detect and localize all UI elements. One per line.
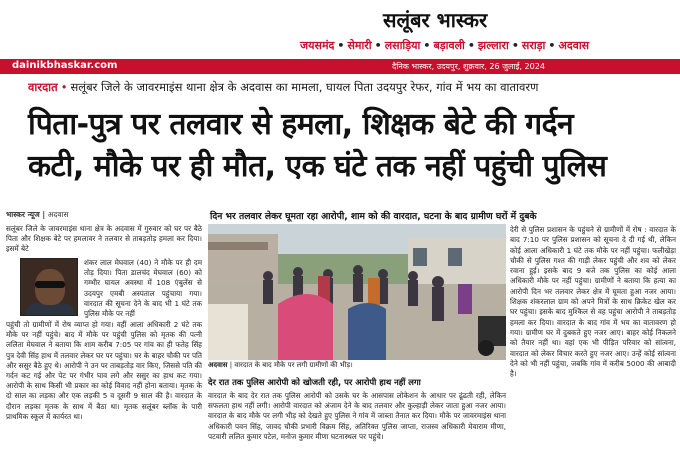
kicker-text: सलूंबर जिले के जावरमाइंस थाना क्षेत्र के अदवास का मामला, घायल पिता उदयपुर रेफर, गांव में भय का वातावरण	[70, 80, 539, 94]
left-column	[6, 210, 202, 458]
byline: भास्कर न्यूज | अदवास	[6, 210, 69, 219]
headline-line: पिता-पुत्र पर तलवार से हमला, शिक्षक बेटे की गर्दन	[28, 107, 574, 142]
kicker-tag: वारदात	[28, 80, 58, 94]
edition-dateline: दैनिक भास्कर, उदयपुर, शुक्रवार, 26 जुलाई, 2024	[392, 62, 545, 71]
city-list: जयसमंद • सेमारी • लसाड़िया • बड़ावली • झल्लारा • सराड़ा • अदवास	[300, 39, 590, 52]
bullet-icon: •	[60, 80, 68, 94]
right-column	[510, 225, 676, 379]
city-name: लसाड़िया	[384, 39, 421, 52]
section-subhead: देर रात तक पुलिस आरोपी को खोजती रही, पर आरोपी हाथ नहीं लगा	[208, 377, 421, 387]
caption-text: वारदात के बाद मौके पर लगी ग्रामीणों की भीड़।	[234, 361, 353, 369]
bottom-column	[208, 391, 506, 442]
article-subhead: दिन भर तलवार लेकर घूमता रहा आरोपी, शाम को की वारदात, घटना के बाद ग्रामीण घरों में दुबके	[210, 211, 537, 222]
caption-location: अदवास	[208, 361, 228, 369]
byline-location: अदवास	[47, 210, 69, 219]
kicker-line	[28, 80, 668, 98]
main-headline	[28, 104, 668, 188]
city-name: बड़ावली	[433, 39, 465, 52]
masthead	[0, 0, 680, 58]
article-paragraph: सलूंबर जिले के जावरमाइंस थाना क्षेत्र के अदवास में गुरुवार को घर पर बैठे पिता और शिक्षक बेटे पर हमलावर ने तलवार से ताबड़तोड़ हमला कर दिया। इसमें बेटे	[6, 224, 202, 254]
website-link[interactable]: dainikbhaskar.com	[12, 60, 118, 71]
city-name: जयसमंद	[300, 39, 335, 52]
byline-name: भास्कर न्यूज	[6, 210, 40, 219]
photo-caption: अदवास | वारदात के बाद मौके पर लगी ग्रामीणों की भीड़।	[208, 361, 353, 369]
victim-portrait	[20, 258, 78, 316]
crowd-photo	[208, 224, 506, 360]
headline-line: कटी, मौके पर ही मौत, एक घंटे तक नहीं पहुंची पुलिस	[28, 149, 607, 184]
city-name: सराड़ा	[521, 39, 546, 52]
newspaper-title: सलूंबर भास्कर	[383, 8, 488, 32]
city-name: सेमारी	[347, 39, 372, 52]
article-paragraph: पहुंची तो ग्रामीणों में रोष व्याप्त हो गया। वहीं आला अधिकारी 2 घंटे तक मौके पर नहीं पहुंचे। बाद में मौके पर पहुंची पुलिस को मृतक की पत्नी ललिता मेघवाल ने बताया कि शाम करीब 7:05 पर गांव का ही फतेह सिंह पुत्र देवी सिंह हाथ में तलवार लेकर घर पर पहुंचा। घर के बाहर चौकी पर पति और ससुर बैठे हुए थे। आरोपी ने उन पर ताबड़तोड़ वार किए, जिससे पति की गर्दन कट गई और पेट पर गंभीर घाव लगे और ससुर का हाथ कट गया। आरोपी के साथ किसी भी प्रकार का कोई विवाद नहीं होना बताया। मृतक के दो साल का लड़का और एक लड़की 5 व दूसरी 9 साल की है। वारदात के दौरान लड़का मृतक के साथ में बैठा था। मृतक सलूंबर ब्लॉक के पारी प्राथमिक स्कूल में कार्यरत था।	[6, 320, 202, 421]
edition-bar	[0, 59, 680, 74]
article-paragraph: शंकर लाल मेघवाल (40) ने मौके पर ही दम तोड़ दिया। पिता डालचंद मेघवाल (60) को गम्भीर घायल अवस्था में 108 एंबुलेंस से उदयपुर एमबी अस्पताल पहुंचाया गया। वारदात की सूचना देने के बाद भी 1 घंटे तक पुलिस मौके पर नहीं	[84, 258, 202, 319]
article-paragraph: देरी से पुलिस प्रशासन के पहुंचने से ग्रामीणों में रोष : वारदात के बाद 7:10 पर पुलिस प्रशासन को सूचना दे दी गई थी, लेकिन कोई आला अधिकारी 1 घंटे तक मौके पर नहीं पहुंचा। फलीखेड़ा चौकी से पुलिस गश्त की गाड़ी लेकर पहुंची और शव को लेकर रवाना हुई। इसके बाद 9 बजे तक पुलिस का कोई आला अधिकारी मौके पर नहीं पहुंचा। ग्रामीणों ने बताया कि हत्या का आरोपी दिन भर तलवार लेकर क्षेत्र में घूमता हुआ नजर आया। शिक्षक शंकरलाल ग्राम को अपने मित्रों के साथ क्रिकेट खेल कर घर पहुंचा। इसके बाद मुश्किल से वह पहुंचा आरोपी ने ताबड़तोड़ हमला कर दिया। वारदात के बाद गांव में भय का वातावरण हो गया। ग्रामीण घर में दुबकते हुए नजर आए। बाहर कोई निकलने को तैयार नहीं था। वहां एक भी पीड़ित परिवार को सांत्वना, वारदात को लेकर विचार करते हुए नजर आए। उन्हें कोई सांत्वना देने को भी नहीं पहुंचा, जबकि गांव में करीब 5000 की आबादी है।	[510, 225, 676, 379]
city-name: अदवास	[558, 39, 590, 52]
city-name: झल्लारा	[477, 39, 509, 52]
article-paragraph: वारदात के बाद देर रात तक पुलिस आरोपी को उसके घर के आसपास लोकेशन के आधार पर ढूंढती रही, लेकिन सफलता हाथ नहीं लगी। आरोपी वारदात को अंजाम देने के बाद तलवार और कुल्हाड़ी लेकर जाता हुआ नजर आया। वारदात के बाद मौके पर लगी भीड़ को देखते हुए पुलिस ने गांव में जाब्ता तैनात कर दिया। मौके पर जावरमाइंस थाना अधिकारी पवन सिंह, जावद चौकी प्रभारी विक्रम सिंह, अतिरिक्त पुलिस जाप्ता, राजस्व अधिकारी मेवाराम मीणा, पटवारी ललित कुमार पटेल, मनोज कुमार मीणा घटनास्थल पर पहुंचे।	[208, 391, 506, 441]
